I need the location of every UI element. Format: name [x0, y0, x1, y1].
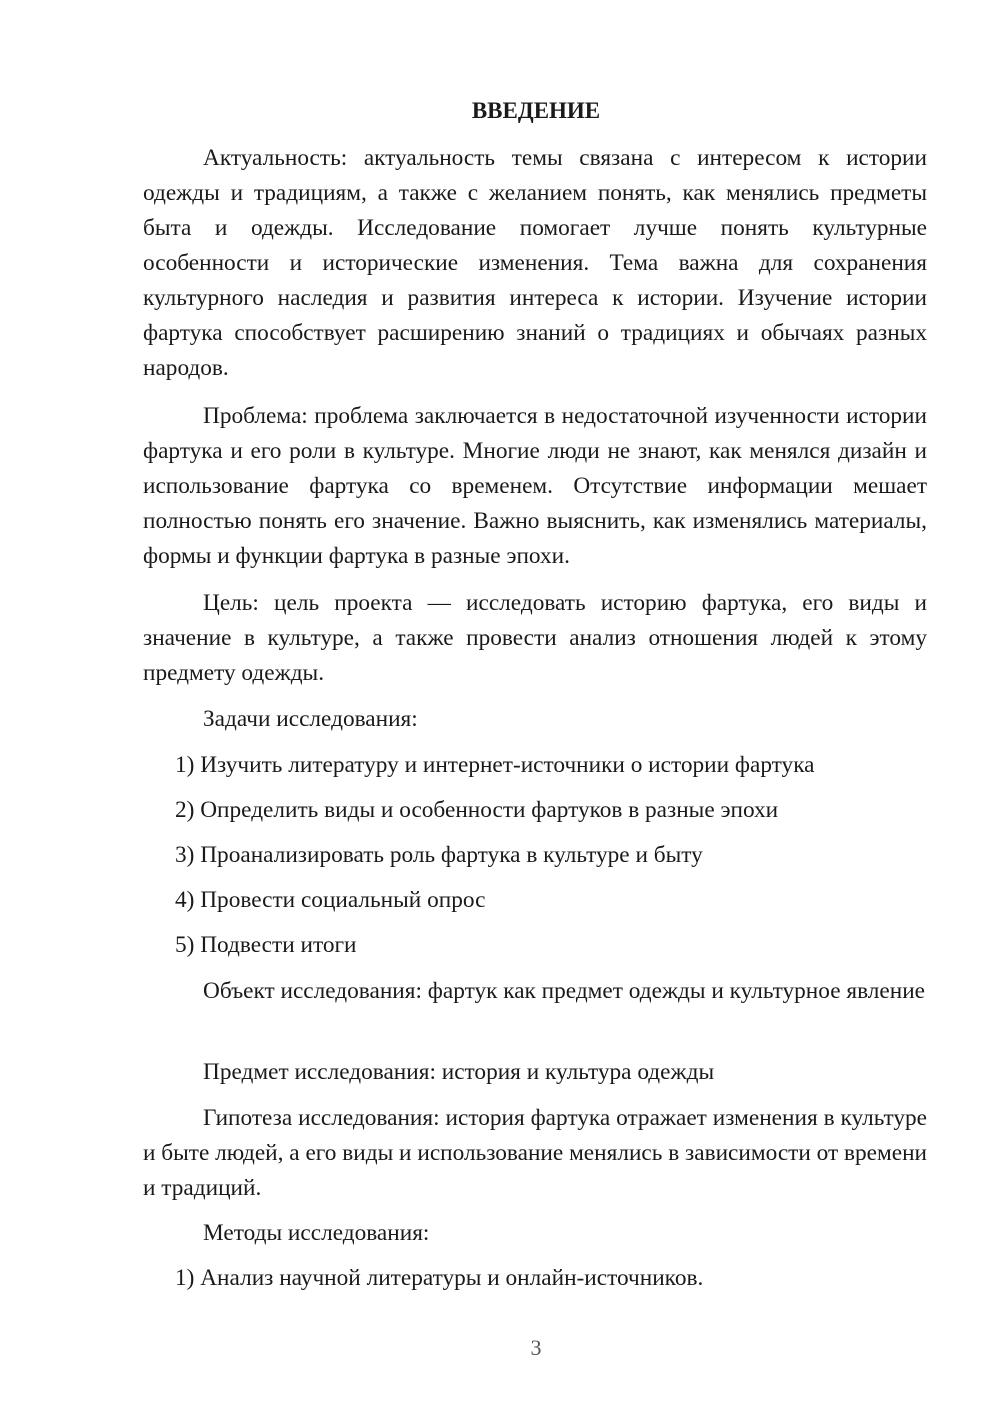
paragraph-hypothesis: Гипотеза исследования: история фартука отражает изменения в культуре и быте людей, а его виды и использование менялись в зависимости от времени и традиций. [143, 1105, 927, 1201]
page-number: 3 [530, 1335, 542, 1360]
method-item-1: 1) Анализ научной литературы и онлайн-источников. [175, 1265, 704, 1291]
task-item-2: 2) Определить виды и особенности фартуков в разные эпохи [175, 797, 779, 823]
paragraph-subject: Предмет исследования: история и культура одежды [203, 1059, 715, 1085]
task-item-5: 5) Подвести итоги [175, 932, 357, 958]
task-item-4: 4) Провести социальный опрос [175, 887, 486, 913]
paragraph-relevance: Актуальность: актуальность темы связана с интересом к истории одежды и традициям, а также с желанием понять, как менялись предметы быта и одежды. Исследование помогает лучше понять культурные особенности и исторические изменения. Тема важна для сохранения культурного наследия и развития интереса к истории. Изучение истории фартука способствует расширению знаний о традициях и обычаях разных народов. [143, 145, 927, 381]
tasks-heading: Задачи исследования: [203, 706, 418, 732]
task-item-1: 1) Изучить литературу и интернет-источники о истории фартука [175, 752, 815, 778]
page-title: ВВЕДЕНИЕ [471, 98, 601, 123]
paragraph-problem: Проблема: проблема заключается в недостаточной изученности истории фартука и его роли в культуре. Многие люди не знают, как менялся дизайн и использование фартука со временем. Отсутствие информации мешает полностью понять его значение. Важно выяснить, как изменялись материалы, формы и функции фартука в разные эпохи. [143, 403, 927, 569]
paragraph-object: Объект исследования: фартук как предмет одежды и культурное явление [203, 978, 926, 1004]
methods-heading: Методы исследования: [203, 1220, 430, 1246]
task-item-3: 3) Проанализировать роль фартука в культуре и быту [175, 842, 703, 868]
paragraph-goal: Цель: цель проекта — исследовать историю фартука, его виды и значение в культуре, а также провести анализ отношения людей к этому предмету одежды. [143, 590, 927, 686]
